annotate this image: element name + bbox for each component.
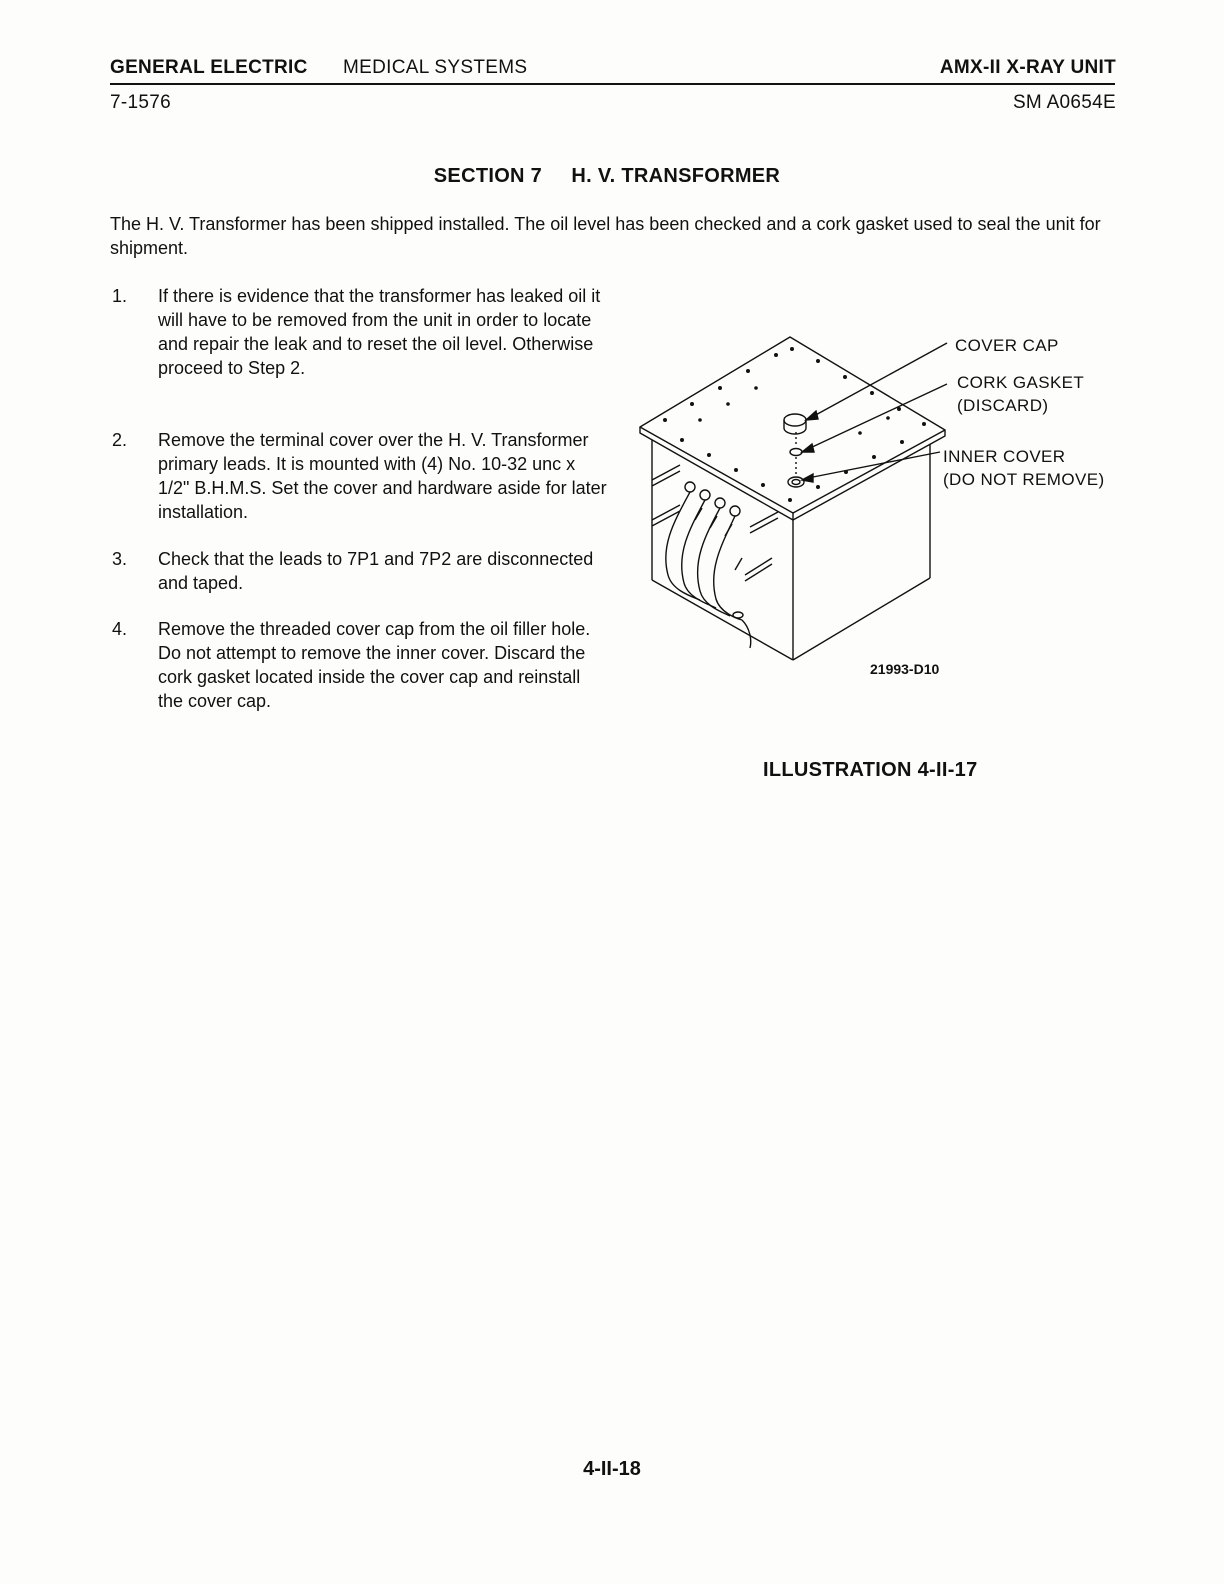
page-number: 4-II-18 (583, 1458, 641, 1480)
step-text: Check that the leads to 7P1 and 7P2 are disconnected and taped. (158, 549, 594, 593)
callout-cork-gasket: CORK GASKET (DISCARD) (957, 373, 1085, 415)
doc-number: 7-1576 (110, 92, 171, 113)
callout-cover-cap: COVER CAP (955, 336, 1059, 355)
step-number: 1. (112, 286, 128, 306)
transformer-diagram (630, 320, 960, 665)
intro-paragraph: The H. V. Transformer has been shipped installed. The oil level has been checked and a cork gasket used to seal the unit for shipment. (110, 214, 1101, 258)
header-rule (110, 83, 1115, 85)
cover-cap-part (784, 414, 806, 426)
step-text: Remove the threaded cover cap from the oil filler hole. Do not attempt to remove the inner cover. Discard the cork gasket located inside the cover cap and reinstall the cover cap. (158, 619, 591, 711)
step-number: 2. (112, 430, 128, 450)
company-name: GENERAL ELECTRIC (110, 57, 308, 78)
product-name: AMX-II X-RAY UNIT (939, 57, 1116, 78)
step-number: 3. (112, 549, 128, 569)
step-number: 4. (112, 619, 128, 639)
illustration-caption: ILLUSTRATION 4-II-17 (763, 759, 978, 781)
section-title: SECTION 7 H. V. TRANSFORMER (433, 165, 781, 187)
figure-code: 21993-D10 (870, 661, 940, 677)
division-name: MEDICAL SYSTEMS (343, 57, 528, 78)
step-text: Remove the terminal cover over the H. V. Transformer primary leads. It is mounted with (4) No. 10-32 unc x 1/2" B.H.M.S. Set the cover and hardware aside for later installation. (158, 430, 607, 522)
manual-code: SM A0654E (1012, 92, 1116, 113)
callout-inner-cover: INNER COVER (DO NOT REMOVE) (943, 447, 1105, 489)
step-text: If there is evidence that the transformer has leaked oil it will have to be removed from the unit in order to locate and repair the leak and to reset the oil level. Otherwise proceed to Step 2. (158, 286, 601, 378)
